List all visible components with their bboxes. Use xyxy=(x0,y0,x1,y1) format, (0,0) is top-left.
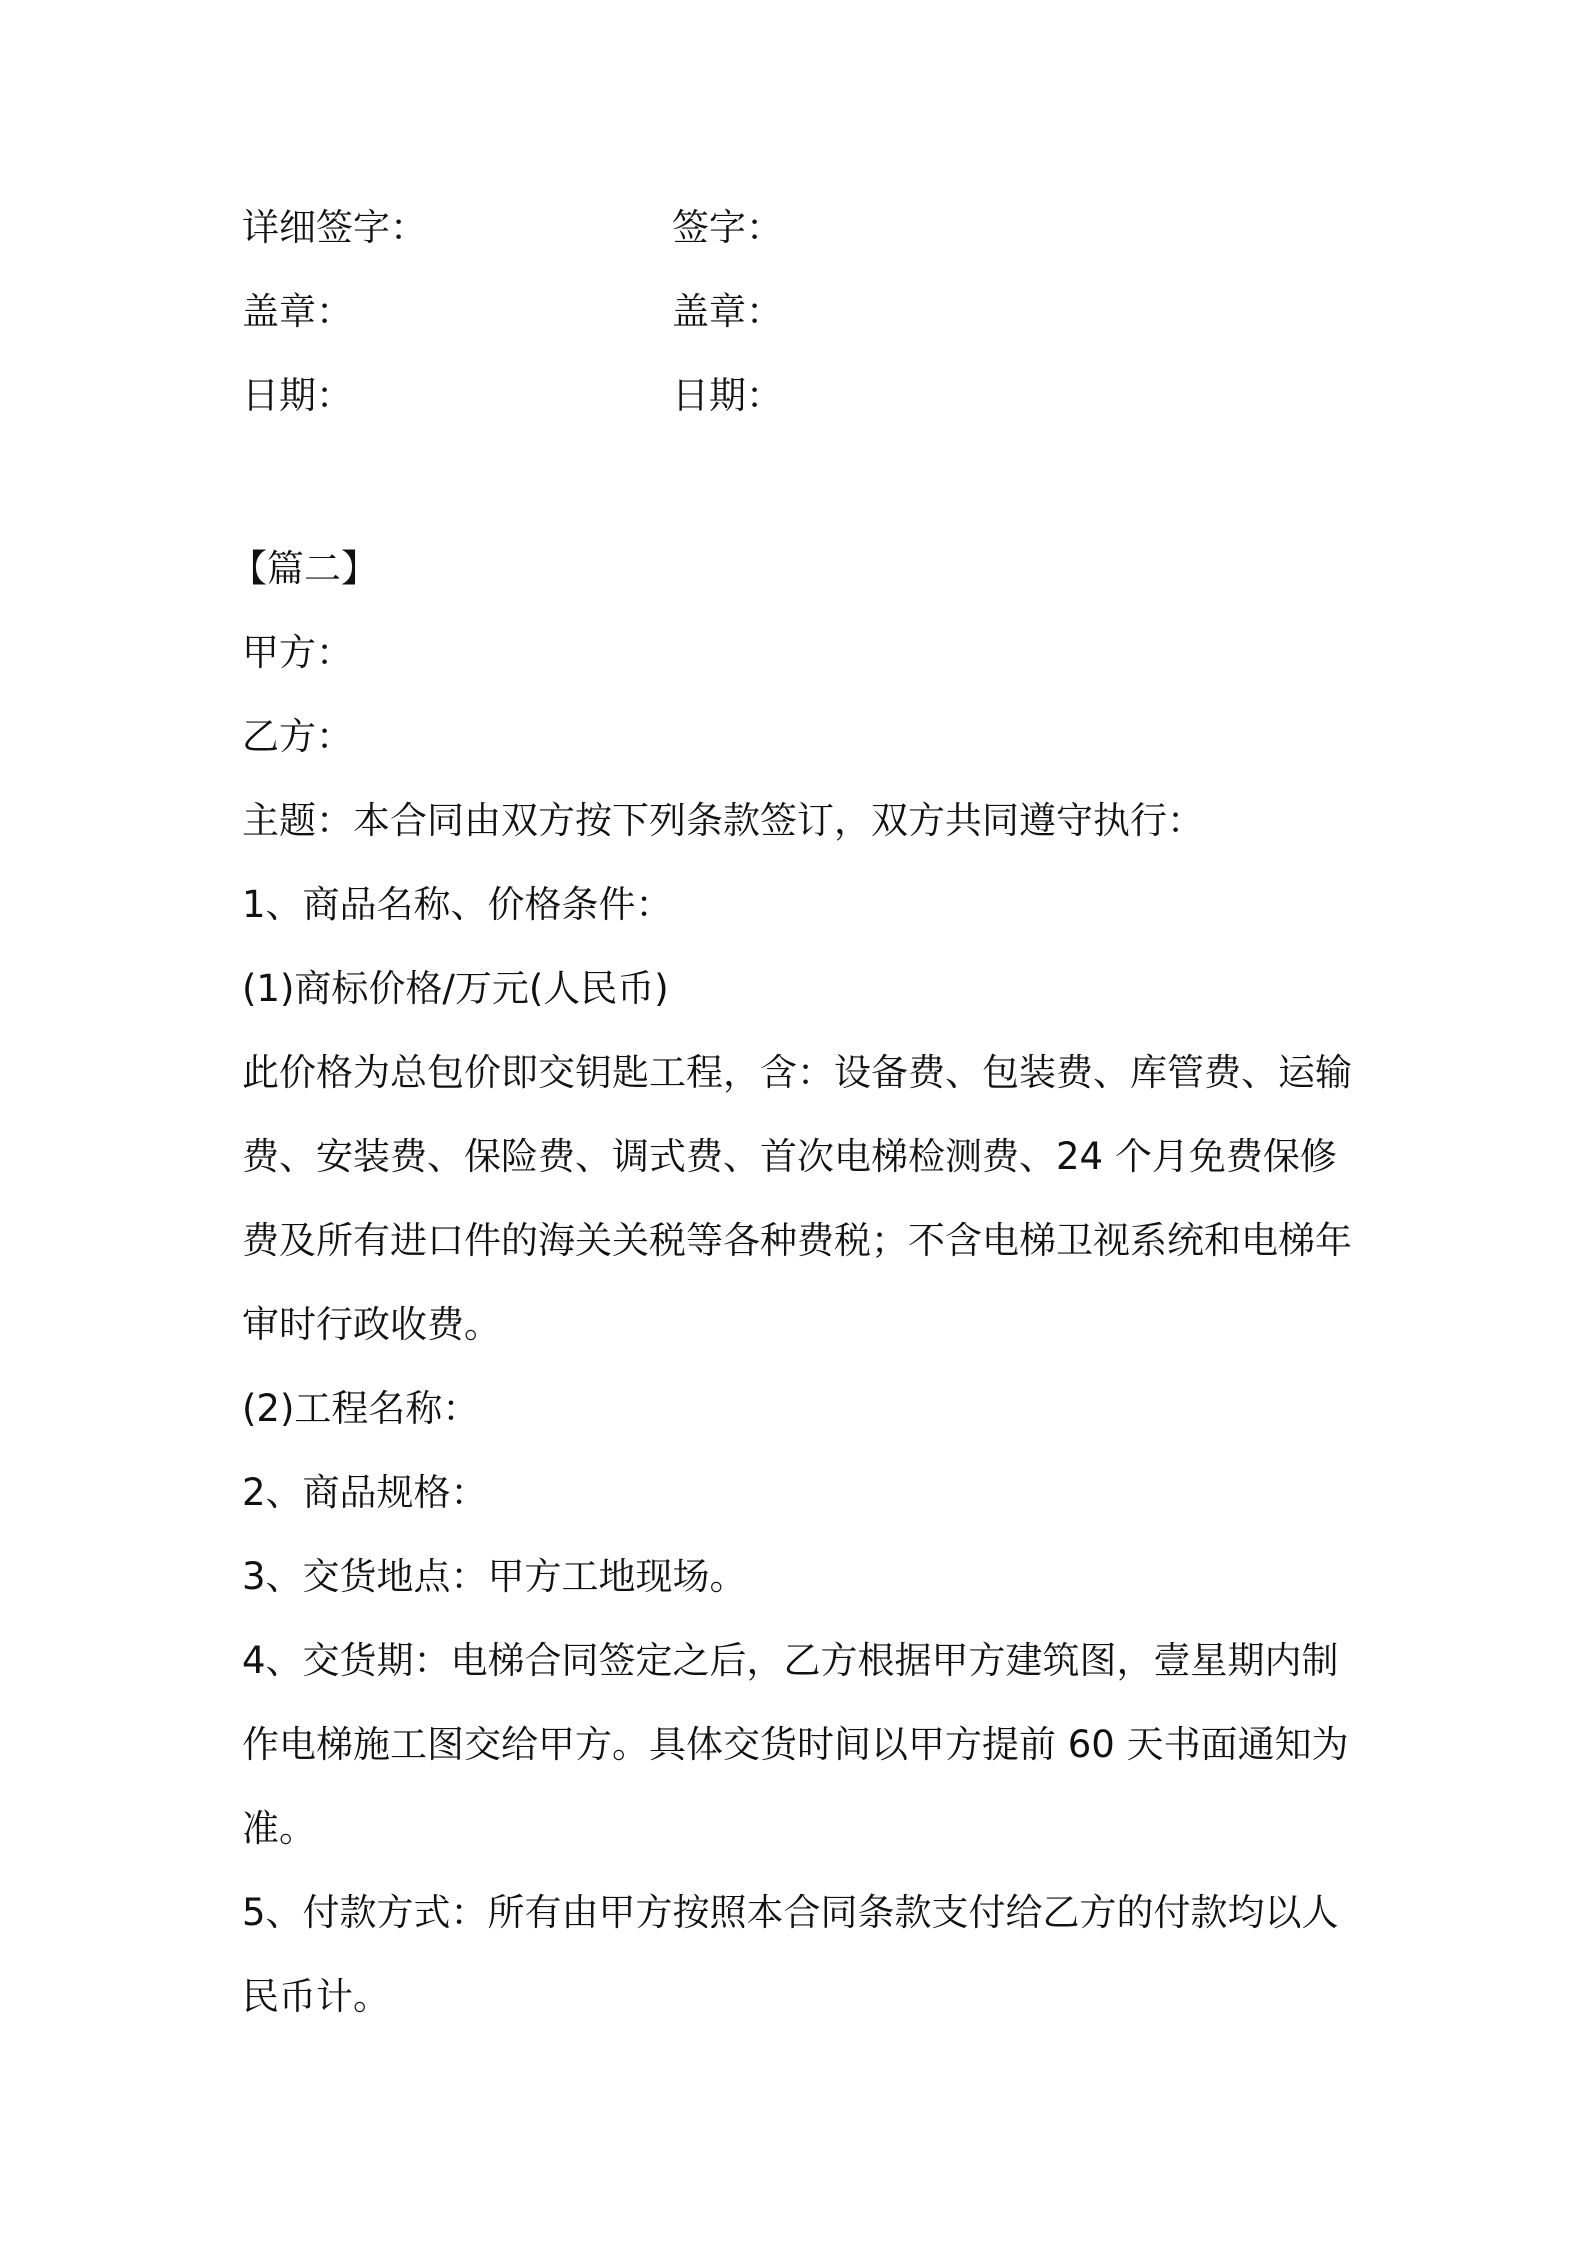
date-label-b: 日期： xyxy=(672,374,783,417)
price-note-line: 此价格为总包价即交钥匙工程，含：设备费、包装费、库管费、运输 xyxy=(242,1051,1352,1094)
party-b-line: 乙方： xyxy=(242,715,353,758)
item4-line: 准。 xyxy=(242,1807,316,1850)
subject-line: 主题：本合同由双方按下列条款签订，双方共同遵守执行： xyxy=(242,799,1204,842)
seal-label-a: 盖章： xyxy=(242,290,353,333)
item4-line: 作电梯施工图交给甲方。具体交货时间以甲方提前 60 天书面通知为 xyxy=(242,1723,1349,1766)
item2-line: 2、商品规格： xyxy=(242,1471,488,1514)
price-note-line: 费、安装费、保险费、调式费、首次电梯检测费、24 个月免费保修 xyxy=(242,1135,1337,1178)
signature-label: 签字： xyxy=(672,206,783,249)
price-note-line: 费及所有进口件的海关关税等各种费税；不含电梯卫视系统和电梯年 xyxy=(242,1219,1352,1262)
item1-project-name: (2)工程名称： xyxy=(242,1387,480,1430)
item3-line: 3、交货地点：甲方工地现场。 xyxy=(242,1555,747,1598)
item1-heading: 1、商品名称、价格条件： xyxy=(242,883,673,926)
party-a-line: 甲方： xyxy=(242,631,353,674)
contract-body xyxy=(230,527,1360,2039)
item4-line: 4、交货期：电梯合同签定之后，乙方根据甲方建筑图，壹星期内制 xyxy=(242,1639,1339,1682)
item5-line: 5、付款方式：所有由甲方按照本合同条款支付给乙方的付款均以人 xyxy=(242,1891,1339,1934)
section-title: 【篇二】 xyxy=(230,547,378,590)
price-note-line: 审时行政收费。 xyxy=(242,1303,501,1346)
item5-line: 民币计。 xyxy=(242,1975,390,2018)
detail-signature-label: 详细签字： xyxy=(242,206,427,249)
item1-price-line: (1)商标价格/万元(人民币) xyxy=(242,967,669,1010)
date-label-a: 日期： xyxy=(242,374,353,417)
seal-label-b: 盖章： xyxy=(672,290,783,333)
